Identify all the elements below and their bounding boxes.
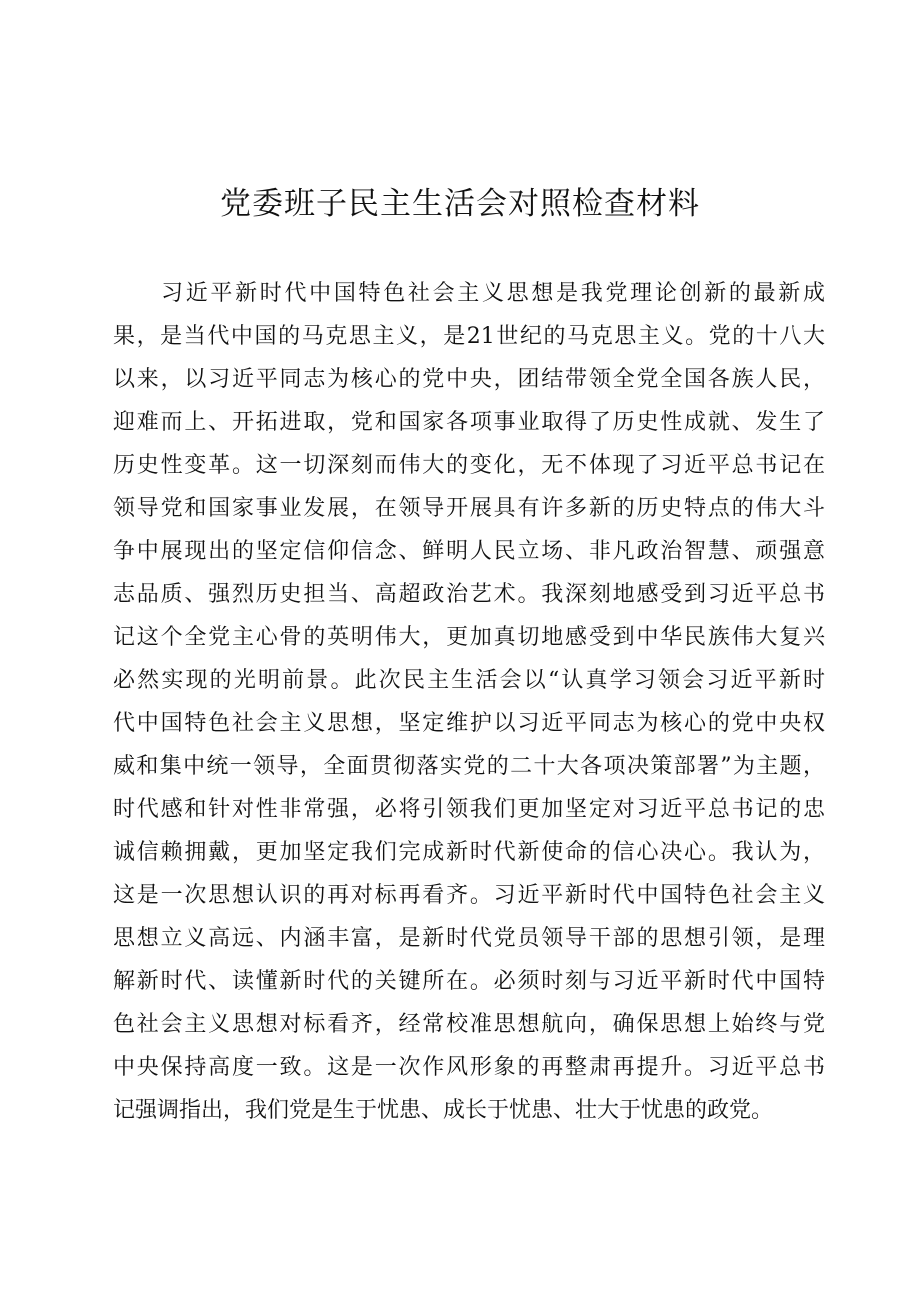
paragraph-line: 解新时代、读懂新时代的关键所在。必须时刻与习近平新时代中国特 (113, 969, 825, 994)
paragraph-line: 威和集中统一领导，全面贯彻落实党的二十大各项决策部署”为主题， (113, 754, 825, 779)
paragraph-line: 记强调指出，我们党是生于忧患、成长于忧患、壮大于忧患的政党。 (113, 1098, 774, 1123)
paragraph-line: 迎难而上、开拓进取，党和国家各项事业取得了历史性成就、发生了 (113, 410, 825, 435)
paragraph-line: 领导党和国家事业发展，在领导开展具有许多新的历史特点的伟大斗 (113, 496, 825, 521)
paragraph-line: 历史性变革。这一切深刻而伟大的变化，无不体现了习近平总书记在 (113, 453, 825, 478)
paragraph-line: 诚信赖拥戴，更加坚定我们完成新时代新使命的信心决心。我认为， (113, 840, 825, 865)
paragraph-line: 色社会主义思想对标看齐，经常校准思想航向，确保思想上始终与党 (113, 1012, 825, 1037)
document-title: 党委班子民主生活会对照检查材料 (220, 186, 700, 222)
paragraph-line: 必然实现的光明前景。此次民主生活会以“认真学习领会习近平新时 (113, 668, 825, 693)
paragraph-line: 记这个全党主心骨的英明伟大，更加真切地感受到中华民族伟大复兴 (113, 625, 825, 650)
body-paragraph (113, 272, 825, 1132)
paragraph-line: 代中国特色社会主义思想，坚定维护以习近平同志为核心的党中央权 (113, 711, 825, 736)
paragraph-line: 志品质、强烈历史担当、高超政治艺术。我深刻地感受到习近平总书 (113, 582, 825, 607)
paragraph-line: 争中展现出的坚定信仰信念、鲜明人民立场、非凡政治智慧、顽强意 (113, 539, 825, 564)
paragraph-line: 果，是当代中国的马克思主义，是21世纪的马克思主义。党的十八大 (113, 324, 825, 349)
paragraph-line: 时代感和针对性非常强，必将引领我们更加坚定对习近平总书记的忠 (113, 797, 825, 822)
paragraph-line: 习近平新时代中国特色社会主义思想是我党理论创新的最新成 (161, 281, 825, 306)
paragraph-line: 思想立义高远、内涵丰富，是新时代党员领导干部的思想引领，是理 (113, 926, 825, 951)
paragraph-line: 中央保持高度一致。这是一次作风形象的再整肃再提升。习近平总书 (113, 1055, 825, 1080)
paragraph-line: 这是一次思想认识的再对标再看齐。习近平新时代中国特色社会主义 (113, 883, 825, 908)
paragraph-line: 以来，以习近平同志为核心的党中央，团结带领全党全国各族人民， (113, 367, 825, 392)
